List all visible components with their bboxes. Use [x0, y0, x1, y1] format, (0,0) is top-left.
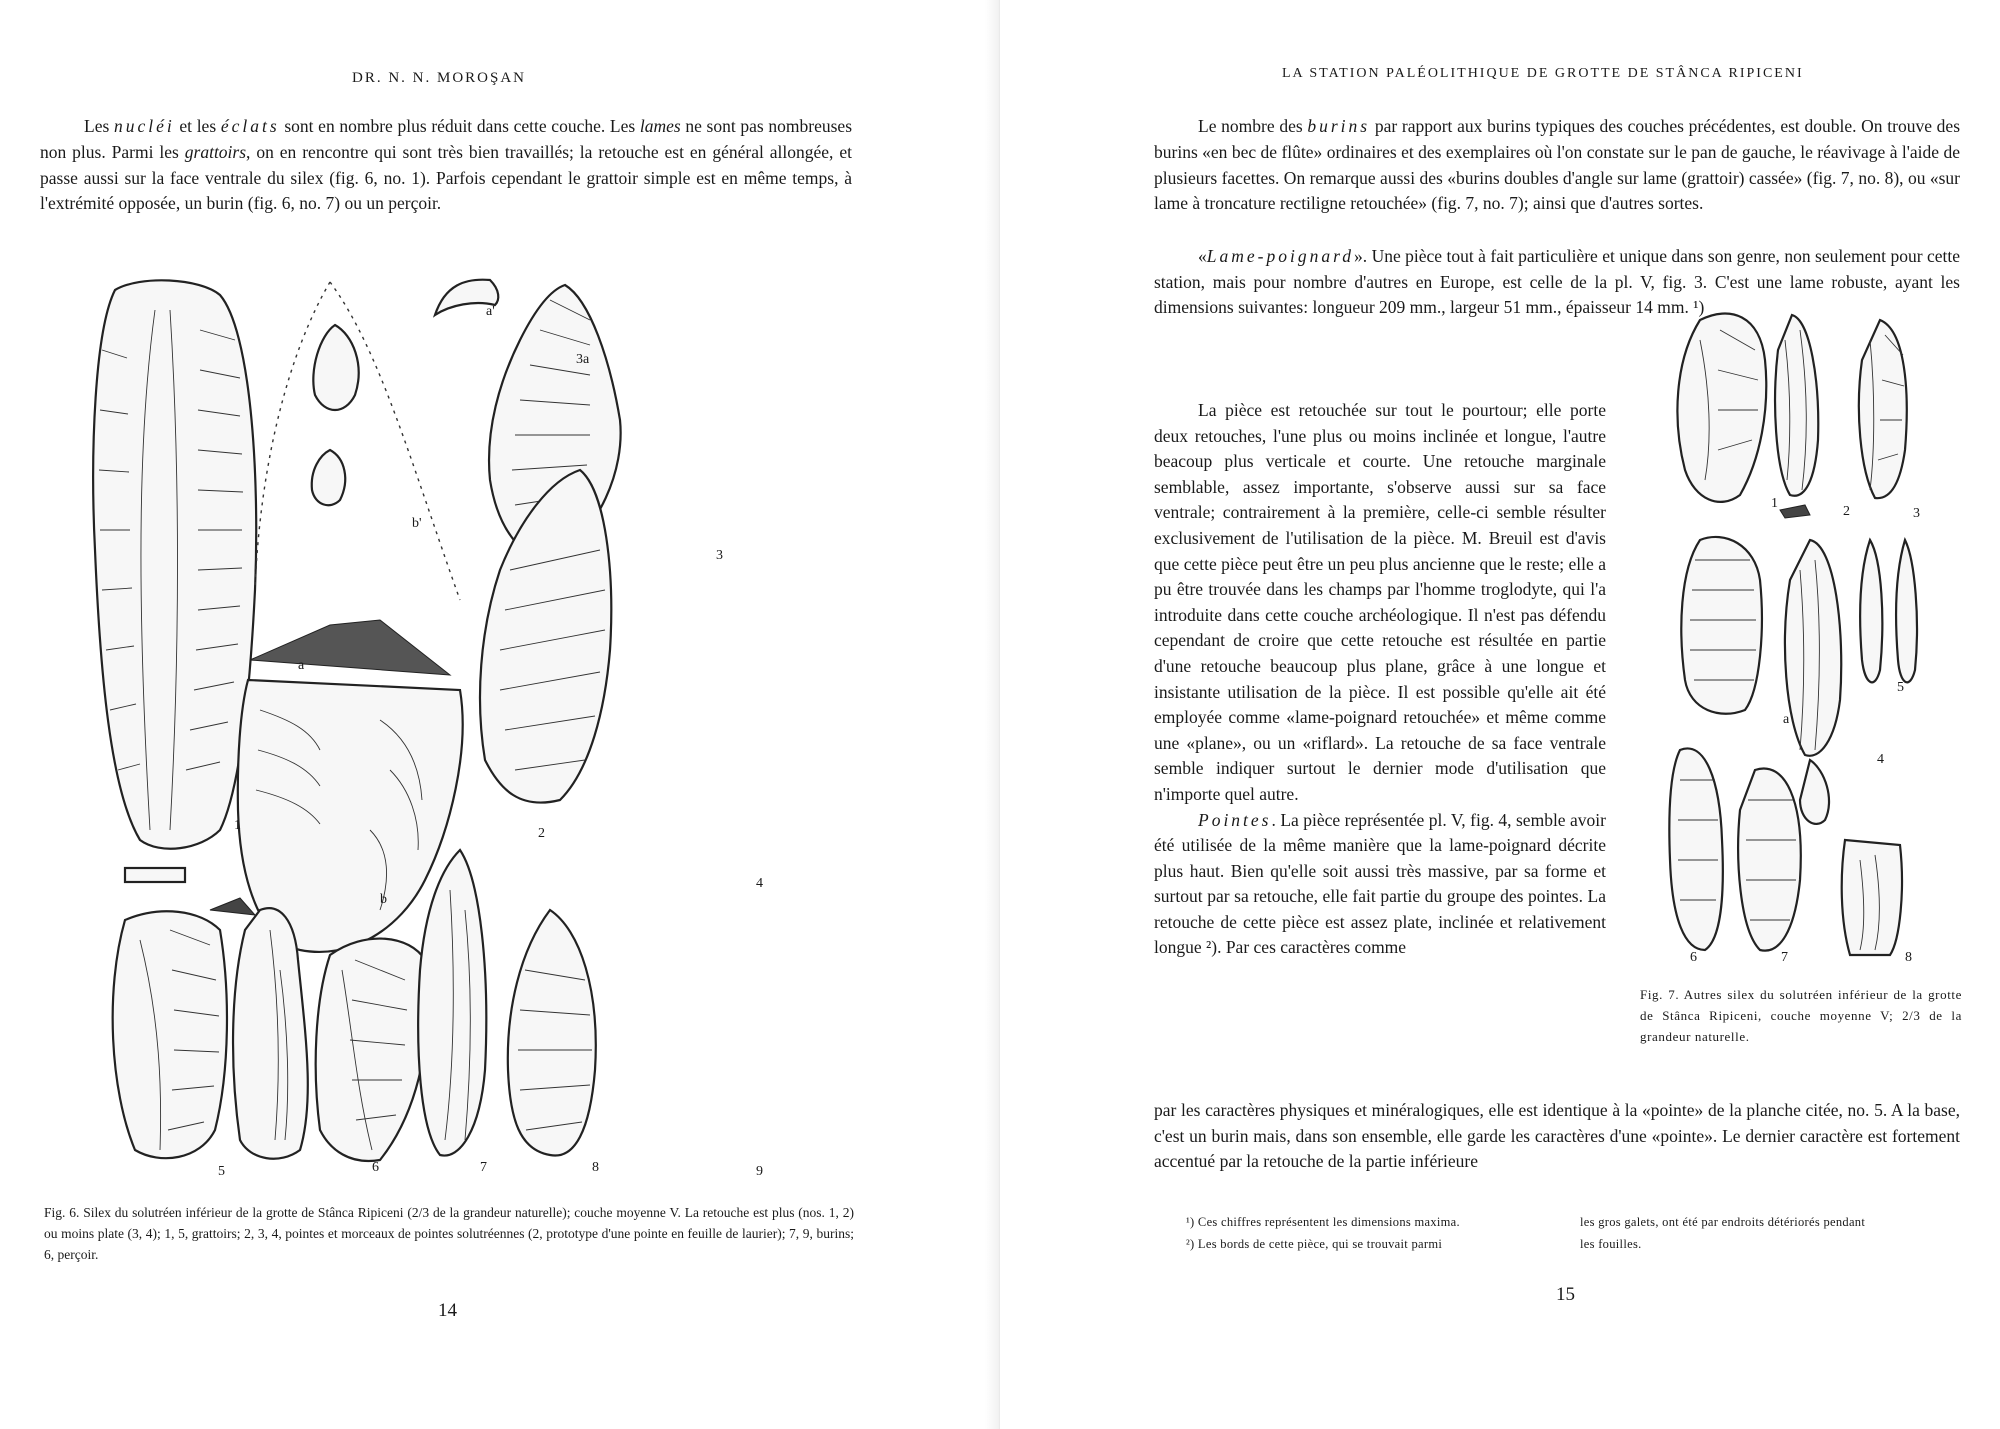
page-number-left: 14: [438, 1300, 457, 1321]
fig6-label-5: 5: [218, 1164, 225, 1179]
flint-7-drawing: [316, 939, 428, 1161]
left-body-paragraph: Les nucléi et les éclats sont en nombre plus réduit dans cette couche. Les lames ne sont pas nombreuses non plus. Parmi les grattoirs, on en rencontre qui sont très bien travaillés; la retouche est en général allongée, et passe aussi sur la face ventrale du silex (fig. 6, no. 1). Parfois cependant le grattoir simple est en même temps, à l'extrémité opposée, un burin (fig. 6, no. 7) ou un perçoir.: [40, 116, 853, 214]
figure-6-caption: Fig. 6. Silex du solutréen inférieur de la grotte de Stânca Ripiceni (2/3 de la grandeur naturelle); couche moyenne V. La retouche est plus (nos. 1, 2) ou moins plate (3, 4); 1, 5, grattoirs; 2, 3, 4, pointes et morceaux de pointes solutréennes (2, prototype d'une pointe en feuille de laurier); 7, 9, burins; 6, perçoir.: [44, 1205, 854, 1262]
fig6-label-4: 4: [756, 876, 763, 891]
figure-6-illustration: [80, 270, 820, 1190]
right-body-narrow: «Lame-poignard». Une pièce tout à fait particulière et unique dans son genre, non seulement pour cette station, mais pour nombre d'autres en Europe, est celle de la pl. V, fig. 3. C'est une lame robuste, ayant les dimensions suivantes: longueur 209 mm., largeur 51 mm., épaisseur 14 mm. ¹): [1154, 246, 1960, 318]
right-body-bottom: par les caractères physiques et minéralogiques, elle est identique à la «pointe» de la planche citée, no. 5. A la base, c'est un burin mais, dans son ensemble, elle garde les caractères d'une «pointe». Le dernier caractère est fortement accentué par la retouche de la partie inférieure: [1154, 1100, 1960, 1172]
fig7-label-2: 2: [1843, 504, 1850, 519]
flint-9-drawing: [508, 910, 596, 1156]
flint-fig7-a-drawing: [1681, 537, 1762, 714]
fig6-label-9: 9: [756, 1164, 763, 1179]
fig6-label-a: a: [298, 658, 305, 673]
term-nuclei: nucléi: [113, 116, 175, 136]
fig6-label-8: 8: [592, 1160, 599, 1175]
flint-4-drawing: [480, 470, 611, 803]
right-page: [1000, 0, 2000, 1429]
footnote-2: ²) Les bords de cette pièce, qui se trouvait parmi: [1186, 1237, 1443, 1251]
fig6-label-b: b: [380, 892, 387, 907]
flint-fig7-5-drawing: [1860, 540, 1917, 682]
fig7-label-5: 5: [1897, 680, 1904, 695]
flint-fig7-6-drawing: [1669, 748, 1723, 950]
term-pointes: Pointes: [1198, 809, 1272, 830]
fig6-label-b-prime: b': [412, 516, 422, 531]
right-body-top: Le nombre des burins par rapport aux burins typiques des couches précédentes, est double. On trouve des burins «en bec de flûte» ordinaires et des exemplaires où l'on constate sur le pan de gauche, le réavivage à l'aide de plusieurs facettes. On remarque aussi des «burins doubles d'angle sur lame (grattoir) cassée» (fig. 7, no. 8), ou «sur lame à troncature rectiligne retouchée» (fig. 7, no. 7); ainsi que d'autres sortes.: [1154, 116, 1961, 214]
right-body-column: La pièce est retouchée sur tout le pourtour; elle porte deux retouches, l'une plus ou moins inclinée et longue, l'autre beacoup plus verticale et courte. Une retouche marginale semblable, assez importante, s'observe aussi sur sa face ventrale; contrairement à la première, celle-ci semble résulter exclusivement de l'utilisation de la pièce. M. Breuil est d'avis que cette pièce peut être un peu plus ancienne que le reste; elle a pu être trouvée dans les champs par l'homme troglodyte, qui l'a introduite dans cette couche archéologique. Il n'est pas défendu cependant de croire que cette retouche est résultée en partie d'une retouche beaucoup plus plane, grâce à une longue et insistante utilisation de la pièce. Il est possible qu'elle ait été employée comme «lame-poignard retouchée» et même comme une «plane», ou un «riflard». La retouche de sa face ventrale semble indiquer surtout le dernier mode d'utilisation que n'importe quel autre. Pointes. La pièce représentée pl. V, fig. 4, semble avoir été utilisée de la même manière que la lame-poignard décrite plus haut. Bien qu'elle soit aussi très massive, par sa forme et surtout par sa retouche, elle fait partie du groupe des pointes. La retouche de cette pièce est assez plate, inclinée et relativement longue ²). Par ces caractères comme: [1154, 400, 1606, 958]
fig7-label-3: 3: [1913, 506, 1920, 521]
footnote-1: ¹) Ces chiffres représentent les dimensions maxima.: [1186, 1215, 1460, 1229]
footnote-2-cont-a: les gros galets, ont été par endroits détériorés pendant: [1580, 1215, 1866, 1229]
flint-fig7-2-drawing: [1775, 315, 1818, 496]
running-header-left: DR. N. N. MOROŞAN: [352, 70, 527, 86]
flint-fig7-3-drawing: [1859, 320, 1907, 498]
flint-1-drawing: [93, 280, 256, 848]
fig7-label-a: a: [1783, 712, 1790, 727]
fig7-label-1: 1: [1771, 496, 1778, 511]
term-grattoirs: grattoirs: [184, 141, 247, 162]
fig6-label-6: 6: [372, 1160, 379, 1175]
term-lames: lames: [639, 116, 681, 136]
fig6-label-a-prime: a': [486, 304, 495, 319]
term-lame-poignard: Lame-poignard: [1206, 246, 1354, 266]
flint-2-drawing: [238, 282, 463, 952]
flint-8-drawing: [418, 850, 486, 1156]
fig6-label-7: 7: [480, 1160, 487, 1175]
fig6-label-3a: 3a: [576, 352, 590, 367]
fig7-label-8: 8: [1905, 950, 1912, 965]
flint-5-section: [210, 898, 255, 915]
fig6-label-3: 3: [716, 548, 723, 563]
flint-1-section: [125, 868, 185, 882]
term-eclats: éclats: [220, 116, 280, 136]
running-header-right: LA STATION PALÉOLITHIQUE DE GROTTE DE STÂNCA RIPICENI: [1282, 66, 1804, 81]
flint-fig7-1-drawing: [1677, 313, 1766, 501]
term-burins: burins: [1307, 116, 1371, 136]
footnote-2-cont-b: les fouilles.: [1580, 1237, 1642, 1251]
flint-5-drawing: [113, 911, 227, 1158]
fig7-label-6: 6: [1690, 950, 1697, 965]
flint-6-drawing: [233, 908, 308, 1159]
page-number-right: 15: [1556, 1284, 1575, 1305]
flint-fig7-7-drawing: [1738, 768, 1801, 950]
figure-7-caption: Fig. 7. Autres silex du solutréen inférieur de la grotte de Stânca Ripiceni, couche moyenne V; 2/3 de la grandeur naturelle.: [1640, 987, 1962, 1044]
flint-fig7-4-drawing: [1785, 540, 1841, 824]
fig7-label-7: 7: [1781, 950, 1788, 965]
flint-fig7-2-section: [1780, 505, 1810, 518]
fig6-label-1: 1: [234, 818, 241, 833]
fig7-label-4: 4: [1877, 752, 1884, 767]
figure-7-illustration: [1660, 300, 1960, 972]
flint-fig7-8-drawing: [1842, 840, 1902, 955]
fig6-label-2: 2: [538, 826, 545, 841]
